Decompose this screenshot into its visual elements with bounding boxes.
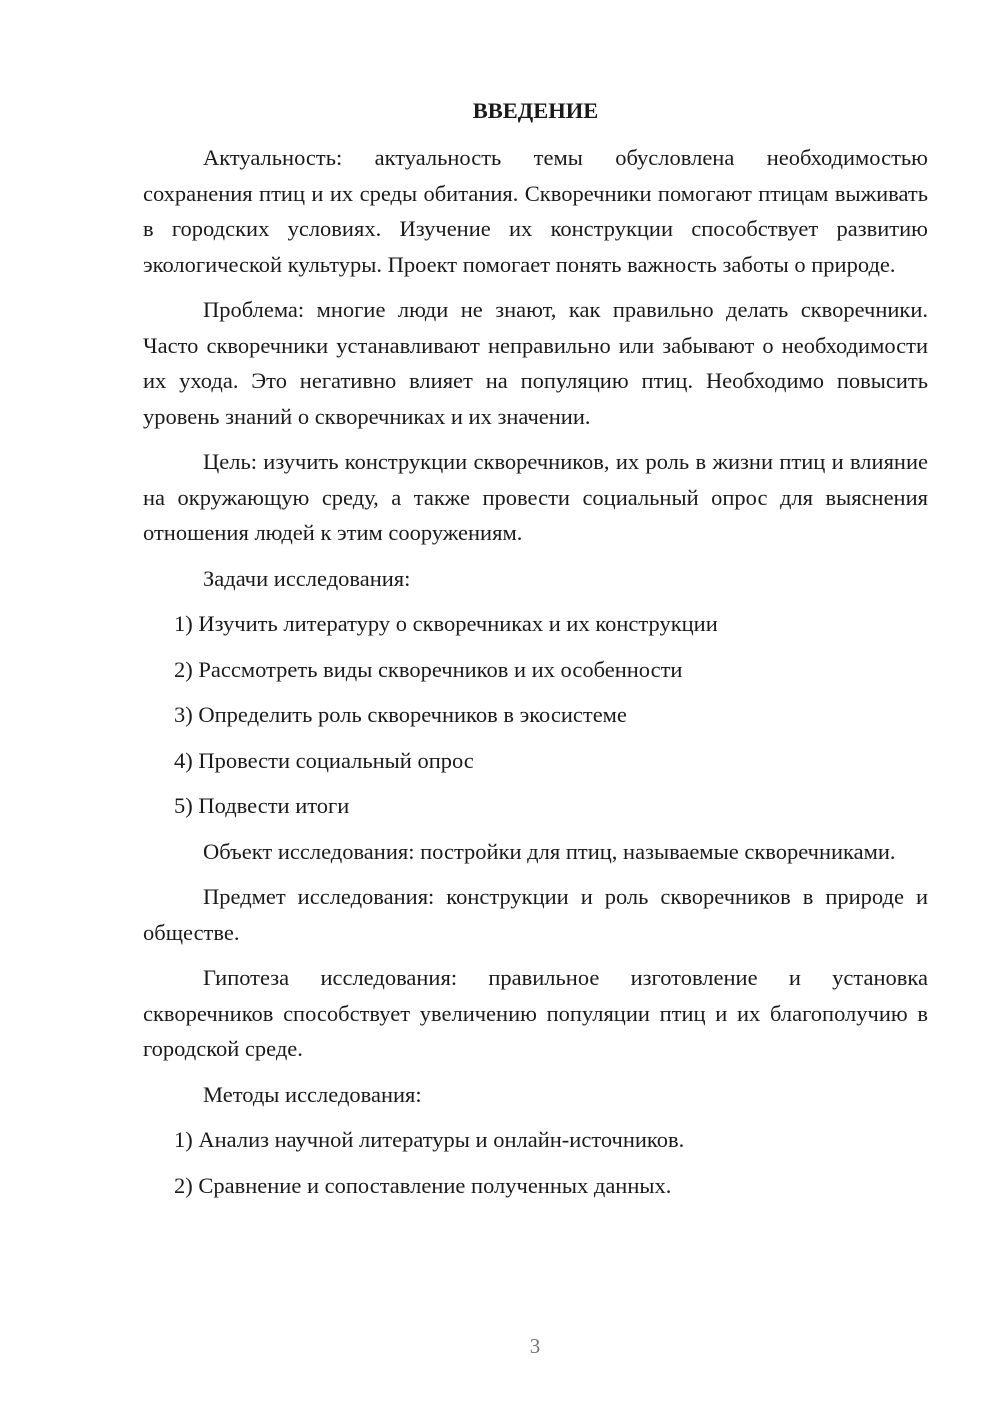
page-title: ВВЕДЕНИЕ (472, 98, 599, 123)
tasks-heading: Задачи исследования: (203, 565, 411, 591)
problem-paragraph: Проблема: многие люди не знают, как правильно делать скворечники. Часто скворечники устанавливают неправильно или забывают о необходимости их ухода. Это негативно влияет на популяцию птиц. Необходимо повысить уровень знаний о скворечниках и их значении. (143, 297, 928, 429)
page-content (143, 96, 928, 1213)
task-item-3: 3) Определить роль скворечников в экосистеме (174, 702, 627, 727)
method-item-2: 2) Сравнение и сопоставление полученных данных. (174, 1172, 672, 1198)
subject-paragraph: Предмет исследования: конструкции и роль скворечников в природе и обществе. (143, 884, 928, 945)
task-item-4: 4) Провести социальный опрос (174, 747, 474, 773)
goal-paragraph: Цель: изучить конструкции скворечников, их роль в жизни птиц и влияние на окружающую среду, а также провести социальный опрос для выяснения отношения людей к этим сооружениям. (143, 449, 928, 545)
page-number: 3 (529, 1334, 541, 1358)
relevance-paragraph: Актуальность: актуальность темы обусловлена необходимостью сохранения птиц и их среды обитания. Скворечники помогают птицам выживать в городских условиях. Изучение их конструкции способствует развитию экологической культуры. Проект помогает понять важность заботы о природе. (143, 145, 928, 277)
methods-heading: Методы исследования: (203, 1081, 422, 1107)
task-item-5: 5) Подвести итоги (174, 793, 350, 818)
task-item-1: 1) Изучить литературу о скворечниках и их конструкции (174, 611, 718, 636)
hypothesis-paragraph: Гипотеза исследования: правильное изготовление и установка скворечников способствует увеличению популяции птиц и их благополучию в городской среде. (143, 965, 928, 1061)
task-item-2: 2) Рассмотреть виды скворечников и их особенности (174, 656, 683, 682)
method-item-1: 1) Анализ научной литературы и онлайн-источников. (174, 1127, 685, 1152)
object-paragraph: Объект исследования: постройки для птиц, называемые скворечниками. (203, 838, 896, 864)
